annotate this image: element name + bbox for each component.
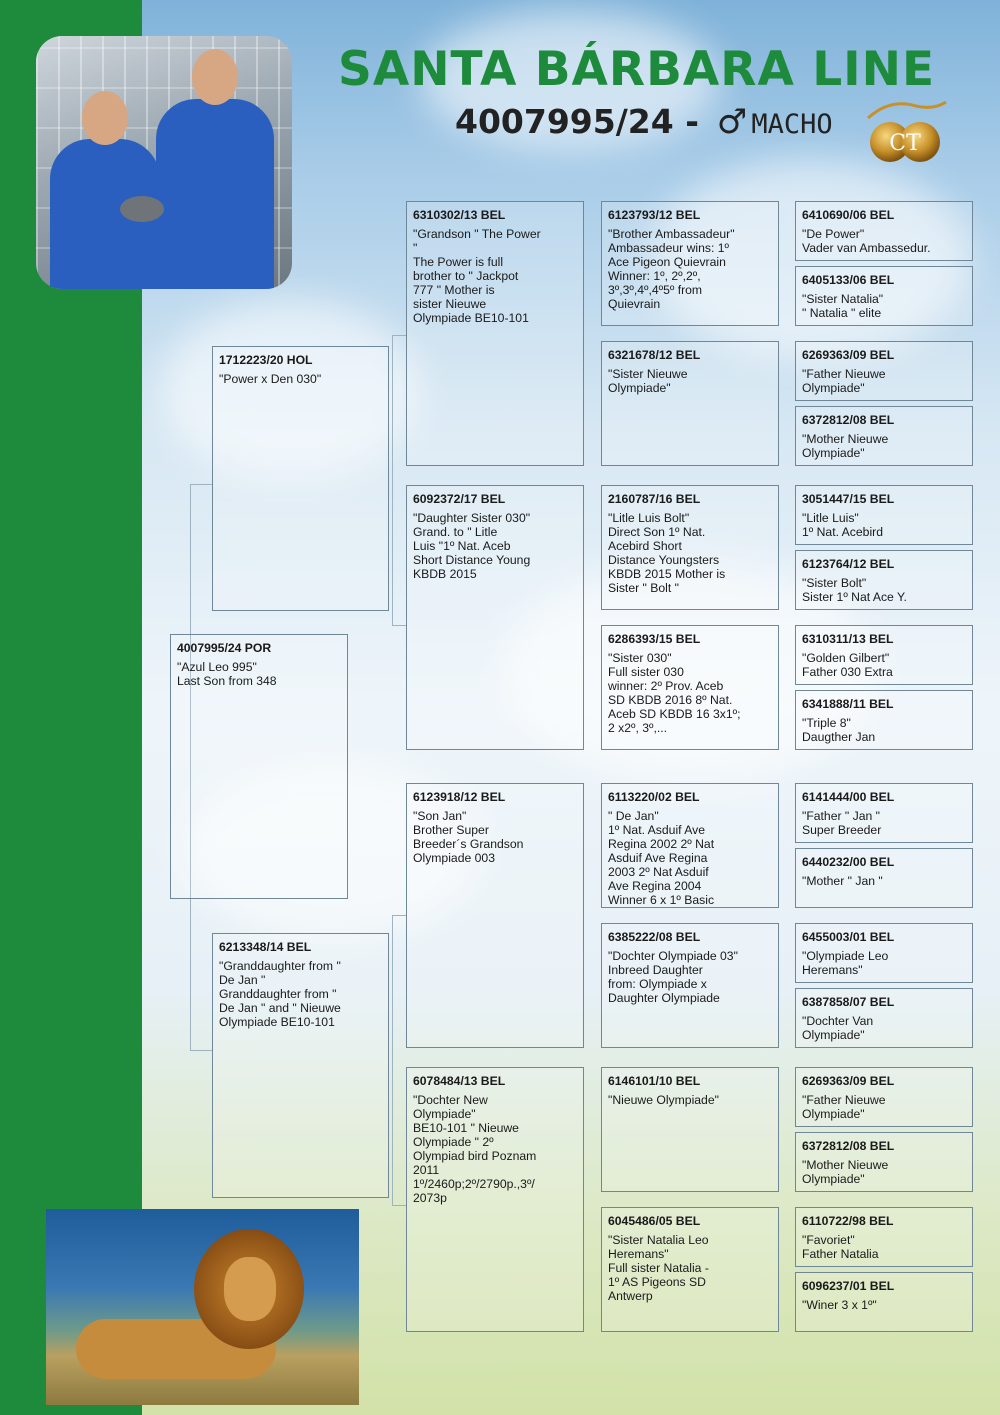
ring-id: 6146101/10 BEL <box>608 1074 701 1088</box>
description: "Dochter Olympiade 03" Inbreed Daughter from: Olympiade x Daughter Olympiade <box>608 949 738 1005</box>
pedigree-great-grandparent-box <box>601 783 779 908</box>
ring-id: 6410690/06 BEL <box>802 208 895 222</box>
ring-id: 6341888/11 BEL <box>802 697 894 711</box>
connector-line <box>392 1205 406 1206</box>
pedigree-ancestor-box <box>795 848 973 908</box>
ring-id: 6385222/08 BEL <box>608 930 701 944</box>
description: "De Power" Vader van Ambassedur. <box>802 227 931 255</box>
ring-id: 6372812/08 BEL <box>802 1139 895 1153</box>
ring-id: 6286393/15 BEL <box>608 632 701 646</box>
ring-id: 6110722/98 BEL <box>802 1214 894 1228</box>
ring-id: 6440232/00 BEL <box>802 855 895 869</box>
ring-id: 6123918/12 BEL <box>413 790 506 804</box>
connector-line <box>190 1050 212 1051</box>
ring-id: 6310311/13 BEL <box>802 632 894 646</box>
ring-id: 6269363/09 BEL <box>802 1074 895 1088</box>
description: "Litle Luis" 1º Nat. Acebird <box>802 511 884 539</box>
pedigree-ancestor-box <box>795 406 973 466</box>
lion-photo <box>46 1209 359 1405</box>
connector-line <box>392 915 393 1205</box>
description: "Sister 030" Full sister 030 winner: 2º Prov. Aceb SD KBDB 2016 8º Nat. Aceb SD KBDB 16 3x1º; 2 x2º, 3º,... <box>608 651 741 735</box>
pedigree-grandparent-box <box>406 1067 584 1332</box>
pedigree-great-grandparent-box <box>601 341 779 466</box>
connector-line <box>392 915 406 916</box>
description: "Mother " Jan " <box>802 874 883 888</box>
connector-line <box>392 625 406 626</box>
description: "Father Nieuwe Olympiade" <box>802 1093 886 1121</box>
ring-id: 6113220/02 BEL <box>608 790 700 804</box>
mother-ring-id: 6213348/14 BEL <box>219 940 312 954</box>
ring-id: 6123764/12 BEL <box>802 557 895 571</box>
pedigree-grandparent-box <box>406 201 584 466</box>
description: "Dochter New Olympiade" BE10-101 " Nieuwe Olympiade " 2º Olympiad bird Poznam 2011 1º/2460p;2º/2790p.,3º/ 2073p <box>413 1093 537 1205</box>
description: " De Jan" 1º Nat. Asduif Ave Regina 2002 2º Nat Asduif Ave Regina 2003 2º Nat Asduif Ave Regina 2004 Winner 6 x 1º Basic <box>608 809 715 907</box>
ring-id: 6123793/12 BEL <box>608 208 701 222</box>
description: "Favoriet" Father Natalia <box>802 1233 879 1261</box>
pedigree-ancestor-box <box>795 1207 973 1267</box>
connector-line <box>190 484 212 485</box>
club-logo-icon <box>860 96 952 170</box>
ring-id: 3051447/15 BEL <box>802 492 895 506</box>
ring-id: 6269363/09 BEL <box>802 348 895 362</box>
father-description: "Power x Den 030" <box>219 372 322 386</box>
pedigree-great-grandparent-box <box>601 1207 779 1332</box>
pedigree-great-grandparent-box <box>601 625 779 750</box>
description: "Son Jan" Brother Super Breeder´s Grandson Olympiade 003 <box>413 809 524 865</box>
ring-id: 6141444/00 BEL <box>802 790 895 804</box>
connector-line <box>392 335 406 336</box>
pedigree-ancestor-box <box>795 550 973 610</box>
pedigree-mother-box <box>212 933 389 1198</box>
mother-description: "Granddaughter from " De Jan " Granddaughter from " De Jan " and " Nieuwe Olympiade BE10-101 <box>219 959 341 1029</box>
description: "Olympiade Leo Heremans" <box>802 949 889 977</box>
connector-line <box>392 335 393 625</box>
description: "Triple 8" Daugther Jan <box>802 716 876 744</box>
description: "Daughter Sister 030" Grand. to " Litle Luis "1º Nat. Aceb Short Distance Young KBDB 2015 <box>413 511 531 581</box>
pedigree-ancestor-box <box>795 625 973 685</box>
page-title: SANTA BÁRBARA LINE <box>338 42 936 97</box>
ring-number: 4007995/24 - <box>455 102 699 141</box>
description: "Mother Nieuwe Olympiade" <box>802 1158 889 1186</box>
ring-id: 2160787/16 BEL <box>608 492 701 506</box>
pedigree-ancestor-box <box>795 341 973 401</box>
subject-description: "Azul Leo 995" Last Son from 348 <box>177 660 277 688</box>
pedigree-ancestor-box <box>795 1132 973 1192</box>
pedigree-great-grandparent-box <box>601 201 779 326</box>
ring-id: 6092372/17 BEL <box>413 492 506 506</box>
pedigree-ancestor-box <box>795 485 973 545</box>
pedigree-ancestor-box <box>795 783 973 843</box>
pedigree-ancestor-box <box>795 690 973 750</box>
page-subtitle <box>455 102 833 142</box>
male-symbol-icon: ♂ <box>716 102 748 142</box>
ring-id: 6455003/01 BEL <box>802 930 895 944</box>
pedigree-ancestor-box <box>795 988 973 1048</box>
description: "Sister Nieuwe Olympiade" <box>608 367 688 395</box>
pedigree-grandparent-box <box>406 485 584 750</box>
father-ring-id: 1712223/20 HOL <box>219 353 313 367</box>
ring-id: 6096237/01 BEL <box>802 1279 895 1293</box>
svg-text:CT: CT <box>889 131 921 156</box>
pedigree-ancestor-box <box>795 923 973 983</box>
ring-id: 6078484/13 BEL <box>413 1074 506 1088</box>
pedigree-ancestor-box <box>795 201 973 261</box>
pedigree-great-grandparent-box <box>601 923 779 1048</box>
pedigree-ancestor-box <box>795 1272 973 1332</box>
breeders-photo <box>36 36 292 289</box>
description: "Sister Natalia Leo Heremans" Full sister Natalia - 1º AS Pigeons SD Antwerp <box>608 1233 709 1303</box>
sex-label: MACHO <box>751 109 833 140</box>
pedigree-ancestor-box <box>795 266 973 326</box>
description: "Mother Nieuwe Olympiade" <box>802 432 889 460</box>
pedigree-subject-box <box>170 634 348 899</box>
description: "Brother Ambassadeur" Ambassadeur wins: 1º Ace Pigeon Quievrain Winner: 1º, 2º,2º, 3º,3º,4º,4º5º from Quievrain <box>608 227 735 311</box>
description: "Nieuwe Olympiade" <box>608 1093 719 1107</box>
description: "Golden Gilbert" Father 030 Extra <box>802 651 893 679</box>
ring-id: 6321678/12 BEL <box>608 348 701 362</box>
ring-id: 6405133/06 BEL <box>802 273 895 287</box>
description: "Father " Jan " Super Breeder <box>802 809 882 837</box>
pedigree-great-grandparent-box <box>601 1067 779 1192</box>
ring-id: 6045486/05 BEL <box>608 1214 701 1228</box>
ring-id: 6372812/08 BEL <box>802 413 895 427</box>
description: "Litle Luis Bolt" Direct Son 1º Nat. Acebird Short Distance Youngsters KBDB 2015 Mother is Sister " Bolt " <box>608 511 726 595</box>
description: "Winer 3 x 1º" <box>802 1298 877 1312</box>
pigeon-icon <box>120 196 164 222</box>
ring-id: 6387858/07 BEL <box>802 995 895 1009</box>
subject-ring-id: 4007995/24 POR <box>177 641 272 655</box>
pedigree-grandparent-box <box>406 783 584 1048</box>
description: "Father Nieuwe Olympiade" <box>802 367 886 395</box>
description: "Sister Bolt" Sister 1º Nat Ace Y. <box>802 576 907 604</box>
description: "Grandson " The Power " The Power is full brother to " Jackpot 777 " Mother is sister Nieuwe Olympiade BE10-101 <box>413 227 541 325</box>
pedigree-great-grandparent-box <box>601 485 779 610</box>
description: "Dochter Van Olympiade" <box>802 1014 874 1042</box>
breeder-right <box>156 99 274 289</box>
ring-id: 6310302/13 BEL <box>413 208 506 222</box>
pedigree-father-box <box>212 346 389 611</box>
description: "Sister Natalia" " Natalia " elite <box>802 292 884 320</box>
pedigree-ancestor-box <box>795 1067 973 1127</box>
